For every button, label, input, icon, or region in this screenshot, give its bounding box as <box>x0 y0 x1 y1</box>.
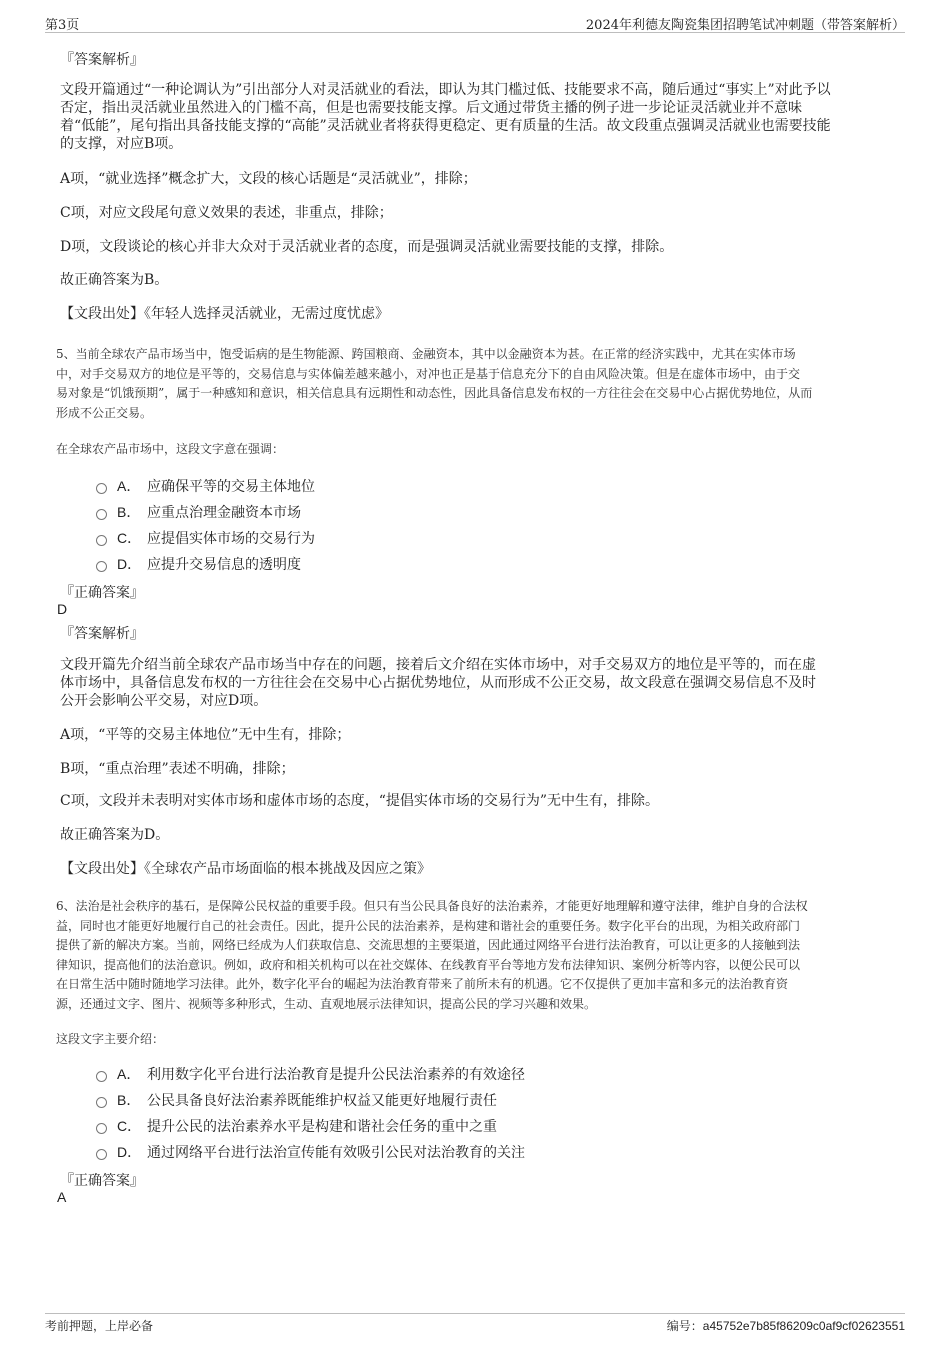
footer-slogan: 考前押题，上岸必备 <box>45 1319 154 1333</box>
q5-stem-line: 形成不公正交易。 <box>56 405 153 420</box>
q5-analysis <box>60 656 910 710</box>
q4-analysis-line: 否定，指出灵活就业虽然进入的门槛不高，但是也需要技能支撑。后文通过带货主播的例子进一步论证灵活就业并不意味 <box>60 100 802 116</box>
q4-conclusion: 故正确答案为B。 <box>60 272 169 288</box>
q6-stem-line: 在日常生活中随时随地学习法律。此外，数字化平台的崛起为法治教育带来了前所未有的机遇。它不仅提供了更加丰富和多元的法治教育资 <box>56 977 789 991</box>
q6-option-d[interactable]: D． 通过网络平台进行法治宣传能有效吸引公民对法治教育的关注 <box>96 1142 525 1162</box>
q6-stem-line: 源，还通过文字、图片、视频等多种形式，生动、直观地展示法律知识，提高公民的学习兴趣和效果。 <box>56 996 597 1011</box>
q5-stem-line: 5、当前全球农产品市场当中，饱受诟病的是生物能源、跨国粮商、金融资本，其中以金融资本为甚。在正常的经济实践中，尤其在实体市场 <box>56 347 796 361</box>
document-title: 2024年利德友陶瓷集团招聘笔试冲刺题（带答案解析） <box>585 18 905 33</box>
q5-option-a[interactable]: A． 应确保平等的交易主体地位 <box>96 476 315 496</box>
q6-stem <box>56 897 906 1014</box>
q6-stem-line: 提供了新的解决方案。当前，网络已经成为人们获取信息、交流思想的主要渠道，因此通过网络平台进行法治教育，可以让更多的人接触到法 <box>56 938 801 952</box>
q6-stem-line: 6、法治是社会秩序的基石，是保障公民权益的重要手段。但只有当公民具备良好的法治素养，才能更好地理解和遵守法律，维护自身的合法权 <box>56 899 808 913</box>
q4-analysis-label: 『答案解析』 <box>60 52 144 68</box>
q4-analysis-line: 的支撑，对应B项。 <box>60 136 183 152</box>
q6-option-b[interactable]: B． 公民具备良好法治素养既能维护权益又能更好地履行责任 <box>96 1090 497 1110</box>
radio-icon[interactable] <box>96 1097 107 1108</box>
q6-stem-line: 律知识，提高他们的法治意识。例如，政府和相关机构可以在社交媒体、在线教育平台等地方发布法律知识、案例分析等内容，以便公民可以 <box>56 957 801 972</box>
q6-stem-line: 益，同时也才能更好地履行自己的社会责任。因此，提升公民的法治素养，是构建和谐社会的重要任务。数字化平台的出现，为相关政府部门 <box>56 918 801 933</box>
q5-answer: D <box>57 601 68 617</box>
q4-option-d-comment: D项，文段谈论的核心并非大众对于灵活就业者的态度，而是强调灵活就业需要技能的支撑，排除。 <box>60 239 674 255</box>
radio-icon[interactable] <box>96 561 107 572</box>
page-number: 第3页 <box>45 18 80 33</box>
q5-stem <box>56 345 906 423</box>
q4-source: 【文段出处】《年轻人选择灵活就业，无需过度忧虑》 <box>60 306 389 322</box>
q6-question: 这段文字主要介绍： <box>56 1032 165 1046</box>
q5-source: 【文段出处】《全球农产品市场面临的根本挑战及因应之策》 <box>60 861 431 877</box>
q5-option-c[interactable]: C． 应提倡实体市场的交易行为 <box>96 528 315 548</box>
footer-code: 编号：a45752e7b85f86209c0af9cf02623551 <box>666 1319 905 1333</box>
q4-analysis <box>60 81 910 153</box>
q5-option-a-comment: A项，“平等的交易主体地位”无中生有，排除； <box>60 727 351 743</box>
q5-question: 在全球农产品市场中，这段文字意在强调： <box>56 442 285 456</box>
q4-analysis-line: 文段开篇通过“一种论调认为”引出部分人对灵活就业的看法，即认为其门槛过低、技能要求不高，随后通过“事实上”对此予以 <box>60 82 831 98</box>
q5-option-b-comment: B项，“重点治理”表述不明确，排除； <box>60 761 295 777</box>
q6-option-c[interactable]: C． 提升公民的法治素养水平是构建和谐社会任务的重中之重 <box>96 1116 497 1136</box>
page-footer <box>45 1313 905 1333</box>
q5-stem-line: 中，对手交易双方的地位是平等的，交易信息与实体偏差越来越小，对冲也正是基于信息充分下的自由风险决策。但是在虚体市场中，由于交 <box>56 366 801 381</box>
q5-option-b[interactable]: B． 应重点治理金融资本市场 <box>96 502 301 522</box>
q5-analysis-line: 文段开篇先介绍当前全球农产品市场当中存在的问题，接着后文介绍在实体市场中，对手交易双方的地位是平等的，而在虚 <box>60 657 816 673</box>
page-header <box>45 14 905 33</box>
q6-answer: A <box>57 1189 67 1205</box>
radio-icon[interactable] <box>96 509 107 520</box>
q6-option-a[interactable]: A． 利用数字化平台进行法治教育是提升公民法治素养的有效途径 <box>96 1064 525 1084</box>
q5-conclusion: 故正确答案为D。 <box>60 827 170 843</box>
q4-option-c-comment: C项，对应文段尾句意义效果的表述，非重点，排除； <box>60 205 393 221</box>
q5-analysis-line: 体市场中，具备信息发布权的一方往往会在交易中心占据优势地位，从而形成不公正交易，故文段意在强调交易信息不及时 <box>60 675 816 691</box>
q5-option-c-comment: C项，文段并未表明对实体市场和虚体市场的态度，“提倡实体市场的交易行为”无中生有，排除。 <box>60 793 660 809</box>
q5-stem-line: 易对象是“饥饿预期”，属于一种感知和意识，相关信息具有远期性和动态性，因此具备信息发布权的一方往往会在交易中心占据优势地位，从而 <box>56 386 813 400</box>
radio-icon[interactable] <box>96 1149 107 1160</box>
radio-icon[interactable] <box>96 1123 107 1134</box>
q4-analysis-line: 着“低能”，尾句指出具备技能支撑的“高能”灵活就业者将获得更稳定、更有质量的生活。故文段重点强调灵活就业也需要技能 <box>60 118 831 134</box>
q6-correct-label: 『正确答案』 <box>60 1173 144 1189</box>
radio-icon[interactable] <box>96 535 107 546</box>
q5-correct-label: 『正确答案』 <box>60 585 144 601</box>
radio-icon[interactable] <box>96 1071 107 1082</box>
q4-option-a-comment: A项，“就业选择”概念扩大，文段的核心话题是“灵活就业”，排除； <box>60 171 477 187</box>
q5-analysis-line: 公开会影响公平交易，对应D项。 <box>60 693 268 709</box>
q5-option-d[interactable]: D． 应提升交易信息的透明度 <box>96 554 301 574</box>
q5-analysis-label: 『答案解析』 <box>60 626 144 642</box>
radio-icon[interactable] <box>96 483 107 494</box>
